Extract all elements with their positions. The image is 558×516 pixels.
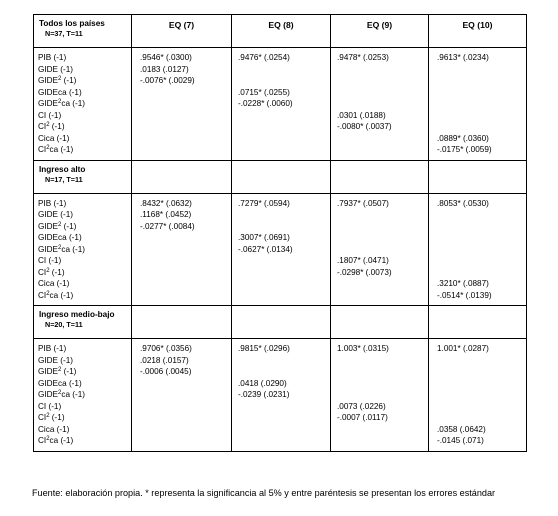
estimate-value: .8432* (.0632) (140, 198, 192, 208)
variable-label: GIDE (-1) (38, 210, 74, 219)
variable-list (34, 339, 132, 452)
estimate-value (337, 144, 428, 156)
empty-header-cell (232, 306, 331, 339)
estimate-value (337, 98, 428, 110)
section-label-cell (34, 15, 132, 48)
empty-header-cell (132, 160, 232, 193)
variable-list (34, 193, 132, 306)
estimate-column (232, 193, 331, 306)
estimate-value: -.0228* (.0060) (238, 99, 293, 108)
variable-label: $CI^2ca$ (-1) (38, 145, 74, 154)
estimate-value: .0218 (.0157) (140, 355, 189, 365)
column-header: EQ (10) (429, 15, 527, 48)
estimate-value (238, 366, 330, 378)
estimate-value: .8053* (.0530) (437, 198, 489, 208)
estimate-value: .3007* (.0691) (238, 233, 290, 242)
estimate-value (337, 221, 428, 233)
section-title: Ingreso alto (39, 164, 86, 174)
variable-label: GIDE (-1) (38, 355, 74, 365)
estimate-column (331, 48, 429, 161)
estimate-value (437, 110, 526, 122)
section-title: Todos los países (39, 19, 105, 28)
estimate-value (140, 267, 231, 279)
empty-header-cell (429, 160, 527, 193)
estimate-value (437, 378, 526, 390)
estimate-value (238, 110, 330, 122)
estimate-value (238, 255, 330, 267)
estimate-value (140, 133, 231, 145)
estimate-value (437, 355, 526, 367)
estimate-value (238, 355, 330, 367)
variable-list (34, 48, 132, 161)
estimate-value (437, 244, 526, 256)
estimate-value (238, 121, 330, 133)
empty-header-cell (429, 306, 527, 339)
variable-label: CI (-1) (38, 110, 62, 120)
estimate-value (437, 64, 526, 76)
estimate-value (437, 75, 526, 87)
estimate-value (337, 278, 428, 290)
estimate-value (437, 87, 526, 99)
estimate-value: -.0514* (.0139) (437, 290, 492, 300)
variable-label: GIDE$^2$ca (-1) (38, 99, 86, 108)
estimate-value: .9476* (.0254) (238, 53, 290, 62)
estimate-column (429, 339, 527, 452)
estimate-value: .0358 (.0642) (437, 424, 486, 434)
variable-label: PIB (-1) (38, 198, 67, 208)
estimate-column (232, 48, 331, 161)
estimate-value (140, 121, 231, 133)
section-sample-size: N=20, T=11 (45, 320, 83, 329)
estimate-value: .9815* (.0296) (238, 344, 290, 353)
estimate-value (238, 133, 330, 145)
estimate-value (140, 424, 231, 436)
estimate-value (337, 244, 428, 256)
estimate-value (437, 366, 526, 378)
section-header-row (34, 160, 527, 193)
empty-header-cell (132, 306, 232, 339)
estimate-value (337, 366, 428, 378)
estimate-value (337, 378, 428, 390)
section-body-row (34, 339, 527, 452)
section-body-row (34, 48, 527, 161)
estimate-value (140, 98, 231, 110)
estimate-value (140, 401, 231, 413)
estimate-value (437, 401, 526, 413)
estimate-value (337, 64, 428, 76)
estimate-value (140, 435, 231, 447)
estimate-column (429, 193, 527, 306)
estimate-value (437, 98, 526, 110)
variable-label: CI (-1) (38, 256, 62, 265)
section-header-row (34, 306, 527, 339)
estimate-value: .0073 (.0226) (337, 401, 386, 411)
estimate-value: -.0080* (.0037) (337, 122, 392, 131)
estimate-value (437, 389, 526, 401)
variable-label: GIDEca (-1) (38, 233, 82, 242)
estimate-value (337, 232, 428, 244)
variable-label: GIDE$^2$ca (-1) (38, 244, 86, 254)
estimate-value: -.0006 (.0045) (140, 367, 192, 376)
estimate-value: 1.003* (.0315) (337, 344, 389, 353)
section-sample-size: N=17, T=11 (45, 174, 83, 184)
estimate-value: -.0239 (.0231) (238, 390, 290, 399)
section-body-row (34, 193, 527, 306)
estimate-column (429, 48, 527, 161)
estimate-value (140, 244, 231, 256)
estimate-value (238, 267, 330, 279)
variable-label: $CI^2ca$ (-1) (38, 290, 74, 300)
section-label-cell (34, 306, 132, 339)
estimate-value: .1168* (.0452) (140, 210, 192, 219)
estimate-value (337, 355, 428, 367)
estimate-value: -.0076* (.0029) (140, 76, 195, 85)
estimate-value: .0183 (.0127) (140, 64, 189, 74)
variable-label: Cica (-1) (38, 424, 70, 434)
estimate-value (238, 424, 330, 436)
variable-label: GIDE$^2$ (-1) (38, 367, 77, 376)
variable-label: GIDE$^2$ca (-1) (38, 390, 86, 399)
estimate-value: -.0145 (.071) (437, 436, 484, 445)
section-sample-size: N=37, T=11 (45, 29, 83, 38)
estimate-value: .1807* (.0471) (337, 256, 389, 265)
estimate-value (140, 110, 231, 122)
estimate-value (437, 209, 526, 221)
empty-header-cell (331, 160, 429, 193)
variable-label: GIDE$^2$ (-1) (38, 76, 77, 85)
estimate-value (437, 267, 526, 279)
section-title: Ingreso medio-bajo (39, 310, 115, 319)
estimate-value: 1.001* (.0287) (437, 344, 489, 353)
estimate-value: -.0175* (.0059) (437, 145, 492, 154)
variable-label: PIB (-1) (38, 53, 67, 62)
estimate-value (337, 424, 428, 436)
estimate-value: .0418 (.0290) (238, 378, 287, 388)
estimate-value: .9706* (.0356) (140, 344, 192, 353)
estimate-value (437, 121, 526, 133)
estimate-value (140, 87, 231, 99)
variable-label: GIDEca (-1) (38, 378, 82, 388)
estimate-value (140, 378, 231, 390)
estimate-value (140, 232, 231, 244)
variable-label: $CI^2$ (-1) (38, 267, 65, 277)
estimate-value: -.0298* (.0073) (337, 267, 392, 277)
estimate-value (337, 209, 428, 221)
estimate-value (238, 75, 330, 87)
variable-label: GIDE (-1) (38, 64, 74, 74)
section-label-cell (34, 160, 132, 193)
estimate-column (232, 339, 331, 452)
estimate-value (238, 221, 330, 233)
estimate-value (238, 64, 330, 76)
estimate-value (140, 290, 231, 302)
estimate-value (238, 278, 330, 290)
estimate-value: .0889* (.0360) (437, 133, 489, 143)
regression-table (33, 14, 527, 452)
estimate-value (140, 255, 231, 267)
estimate-value (437, 412, 526, 424)
estimate-column (331, 193, 429, 306)
variable-label: $CI^2$ (-1) (38, 413, 65, 422)
estimate-column (331, 339, 429, 452)
estimate-value: .7937* (.0507) (337, 198, 389, 208)
estimate-value: .9478* (.0253) (337, 53, 389, 62)
estimate-value: .0301 (.0188) (337, 110, 386, 120)
estimate-value (337, 75, 428, 87)
estimate-column (132, 48, 232, 161)
empty-header-cell (232, 160, 331, 193)
estimate-value (337, 389, 428, 401)
estimate-value (437, 221, 526, 233)
estimate-value (437, 255, 526, 267)
variable-label: $CI^2$ (-1) (38, 122, 65, 131)
estimate-value: -.0277* (.0084) (140, 221, 195, 231)
estimate-value (238, 209, 330, 221)
estimate-value (337, 87, 428, 99)
estimate-value (238, 144, 330, 156)
estimate-value: -.0007 (.0117) (337, 413, 388, 422)
variable-label: CI (-1) (38, 401, 62, 411)
estimate-value (140, 389, 231, 401)
estimate-value: .9546* (.0300) (140, 53, 192, 62)
variable-label: GIDEca (-1) (38, 87, 82, 97)
estimate-value: .9613* (.0234) (437, 53, 489, 62)
estimate-value (238, 290, 330, 302)
estimate-value (337, 290, 428, 302)
section-header-row (34, 15, 527, 48)
estimate-value (238, 401, 330, 413)
estimate-value (238, 435, 330, 447)
footnote: Fuente: elaboración propia. * representa la significancia al 5% y entre paréntesis se presentan los errores estándar (32, 488, 496, 498)
column-header: EQ (7) (132, 15, 232, 48)
column-header: EQ (8) (232, 15, 331, 48)
estimate-value (238, 412, 330, 424)
variable-label: $CI^2ca$ (-1) (38, 436, 74, 445)
estimate-value (140, 412, 231, 424)
estimate-value: .0715* (.0255) (238, 87, 290, 97)
variable-label: PIB (-1) (38, 344, 67, 353)
variable-label: Cica (-1) (38, 279, 70, 288)
estimate-value: -.0627* (.0134) (238, 244, 293, 254)
estimate-value (437, 232, 526, 244)
estimate-value (140, 278, 231, 290)
estimate-value: .3210* (.0887) (437, 279, 489, 288)
estimate-column (132, 339, 232, 452)
estimate-value: .7279* (.0594) (238, 198, 290, 208)
variable-label: Cica (-1) (38, 133, 70, 143)
empty-header-cell (331, 306, 429, 339)
estimate-column (132, 193, 232, 306)
estimate-value (337, 435, 428, 447)
estimate-value (337, 133, 428, 145)
column-header: EQ (9) (331, 15, 429, 48)
estimate-value (140, 144, 231, 156)
variable-label: GIDE$^2$ (-1) (38, 221, 77, 231)
